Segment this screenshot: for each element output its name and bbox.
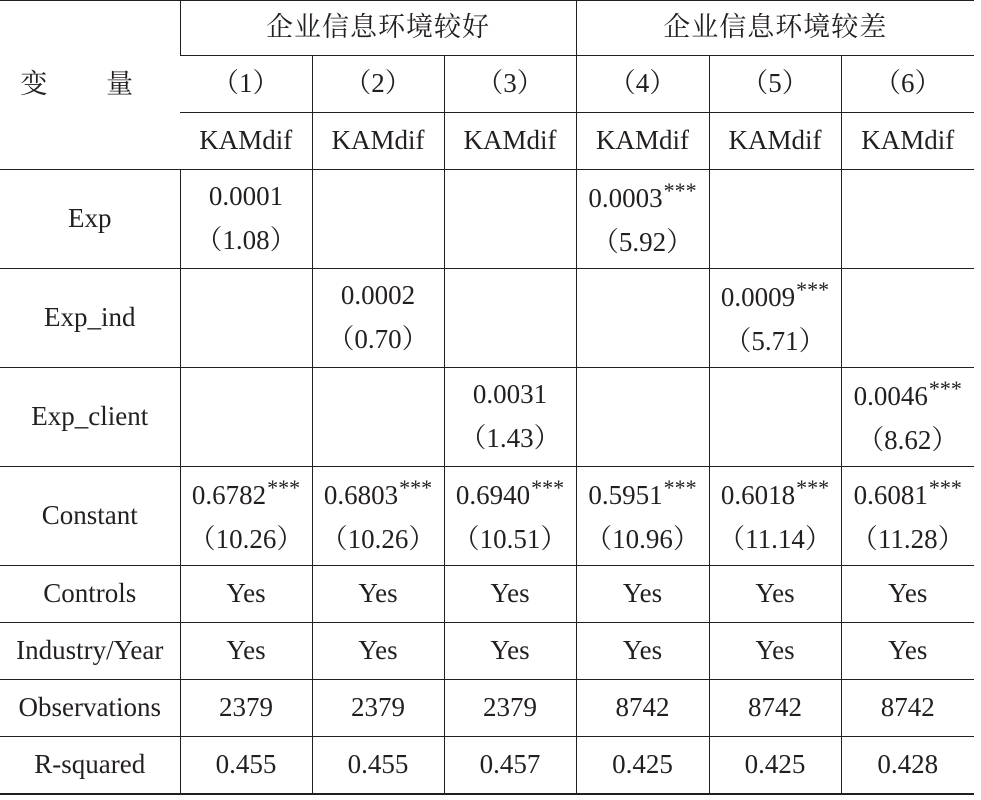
statistic-value: Yes <box>841 566 974 623</box>
statistic-value: Yes <box>576 566 709 623</box>
statistic-value: 8742 <box>709 680 841 737</box>
coefficient-value: 0.6782 <box>191 480 267 511</box>
coefficient-cell <box>576 170 709 269</box>
coefficient-row <box>0 467 974 566</box>
coefficient-line <box>842 372 975 418</box>
coefficient-cell <box>576 467 709 566</box>
coefficient-cell <box>709 170 841 269</box>
coefficient-line <box>842 471 975 517</box>
statistic-row <box>0 623 974 680</box>
group-header-good-info: 企业信息环境较好 <box>180 1 576 56</box>
statistic-row <box>0 680 974 737</box>
coefficient-cell <box>444 269 576 368</box>
row-label: Exp <box>0 170 180 269</box>
coefficient-cell <box>312 467 444 566</box>
coefficient-value: 0.6803 <box>323 480 399 511</box>
coefficient-line <box>710 471 841 517</box>
model-number: （3） <box>444 56 576 113</box>
statistic-value: Yes <box>841 623 974 680</box>
coefficient-line <box>445 471 576 517</box>
statistic-value: 0.455 <box>312 737 444 794</box>
model-number: （1） <box>180 56 312 113</box>
statistic-value: 2379 <box>444 680 576 737</box>
coefficient-cell <box>709 368 841 467</box>
t-statistic: （10.26） <box>188 524 304 554</box>
coefficient-cell <box>312 368 444 467</box>
coefficient-line <box>181 176 312 218</box>
statistic-value: Yes <box>180 566 312 623</box>
coefficient-value: 0.0031 <box>472 379 548 410</box>
coefficient-cell <box>709 467 841 566</box>
t-statistic: （1.08） <box>195 225 297 255</box>
coefficient-cell <box>444 170 576 269</box>
coefficient-line <box>710 273 841 319</box>
model-number: （4） <box>576 56 709 113</box>
statistic-value: Yes <box>180 623 312 680</box>
significance-stars: *** <box>928 475 962 501</box>
t-statistic: （10.51） <box>452 524 568 554</box>
statistic-row <box>0 566 974 623</box>
coefficient-row <box>0 368 974 467</box>
significance-stars: *** <box>399 475 433 501</box>
coefficient-value: 0.6940 <box>455 480 531 511</box>
statistic-value: 0.428 <box>841 737 974 794</box>
coefficient-value: 0.0003 <box>588 183 663 214</box>
dependent-var: KAMdif <box>180 113 312 170</box>
coefficient-cell <box>444 368 576 467</box>
coefficient-cell <box>576 269 709 368</box>
statistic-value: 0.457 <box>444 737 576 794</box>
row-label: Controls <box>0 566 180 623</box>
statistic-value: 0.455 <box>180 737 312 794</box>
t-statistic: （5.92） <box>591 227 694 257</box>
coefficient-cell <box>180 467 312 566</box>
coefficient-cell <box>576 368 709 467</box>
t-statistic: （1.43） <box>459 423 561 453</box>
coefficient-cell <box>841 467 974 566</box>
coefficient-line <box>313 471 444 517</box>
dependent-var: KAMdif <box>576 113 709 170</box>
statistic-value: Yes <box>709 623 841 680</box>
coefficient-cell <box>444 467 576 566</box>
variable-header: 变 量 <box>0 1 180 170</box>
t-statistic: （10.96） <box>585 524 700 554</box>
statistic-value: Yes <box>312 623 444 680</box>
statistic-value: Yes <box>312 566 444 623</box>
coefficient-cell <box>180 368 312 467</box>
significance-stars: *** <box>928 376 962 402</box>
row-label: Industry/Year <box>0 623 180 680</box>
coefficient-line <box>313 275 444 317</box>
statistic-value: Yes <box>576 623 709 680</box>
t-statistic: （10.26） <box>320 524 436 554</box>
coefficient-rows <box>0 170 974 566</box>
statistic-value: 0.425 <box>576 737 709 794</box>
t-statistic: （0.70） <box>327 324 429 354</box>
coefficient-value: 0.0046 <box>853 381 928 412</box>
statistic-value: 8742 <box>841 680 974 737</box>
statistic-rows <box>0 566 974 794</box>
coefficient-cell <box>180 170 312 269</box>
significance-stars: *** <box>663 178 697 204</box>
statistic-value: 2379 <box>312 680 444 737</box>
statistic-value: 2379 <box>180 680 312 737</box>
dependent-var: KAMdif <box>312 113 444 170</box>
significance-stars: *** <box>663 475 697 501</box>
t-statistic: （11.14） <box>718 524 832 554</box>
model-number: （6） <box>841 56 974 113</box>
coefficient-value: 0.5951 <box>588 480 663 511</box>
coefficient-value: 0.0002 <box>340 280 416 311</box>
coefficient-cell <box>841 269 974 368</box>
model-number: （5） <box>709 56 841 113</box>
coefficient-value: 0.0001 <box>208 181 284 212</box>
significance-stars: *** <box>531 475 565 501</box>
coefficient-cell <box>312 269 444 368</box>
statistic-value: 8742 <box>576 680 709 737</box>
coefficient-value: 0.6018 <box>720 480 796 511</box>
t-statistic: （8.62） <box>857 425 959 455</box>
significance-stars: *** <box>267 475 301 501</box>
coefficient-line <box>181 471 312 517</box>
row-label: Observations <box>0 680 180 737</box>
coefficient-cell <box>841 368 974 467</box>
coefficient-cell <box>312 170 444 269</box>
coefficient-cell <box>180 269 312 368</box>
model-number: （2） <box>312 56 444 113</box>
dependent-var: KAMdif <box>709 113 841 170</box>
row-label: Exp_ind <box>0 269 180 368</box>
row-label: Exp_client <box>0 368 180 467</box>
row-label: R-squared <box>0 737 180 794</box>
coefficient-value: 0.6081 <box>853 480 928 511</box>
header-group-row <box>0 1 974 56</box>
statistic-value: Yes <box>444 566 576 623</box>
significance-stars: *** <box>796 475 830 501</box>
significance-stars: *** <box>796 277 830 303</box>
coefficient-line <box>445 374 576 416</box>
statistic-value: 0.425 <box>709 737 841 794</box>
coefficient-line <box>577 471 709 517</box>
coefficient-cell <box>709 269 841 368</box>
statistic-value: Yes <box>444 623 576 680</box>
group-header-poor-info: 企业信息环境较差 <box>576 1 974 56</box>
dependent-var: KAMdif <box>841 113 974 170</box>
coefficient-cell <box>841 170 974 269</box>
dependent-var: KAMdif <box>444 113 576 170</box>
statistic-row <box>0 737 974 794</box>
coefficient-row <box>0 269 974 368</box>
statistic-value: Yes <box>709 566 841 623</box>
coefficient-value: 0.0009 <box>720 282 796 313</box>
t-statistic: （5.71） <box>724 326 826 356</box>
t-statistic: （11.28） <box>850 524 965 554</box>
coefficient-row <box>0 170 974 269</box>
row-label: Constant <box>0 467 180 566</box>
coefficient-line <box>577 174 709 220</box>
